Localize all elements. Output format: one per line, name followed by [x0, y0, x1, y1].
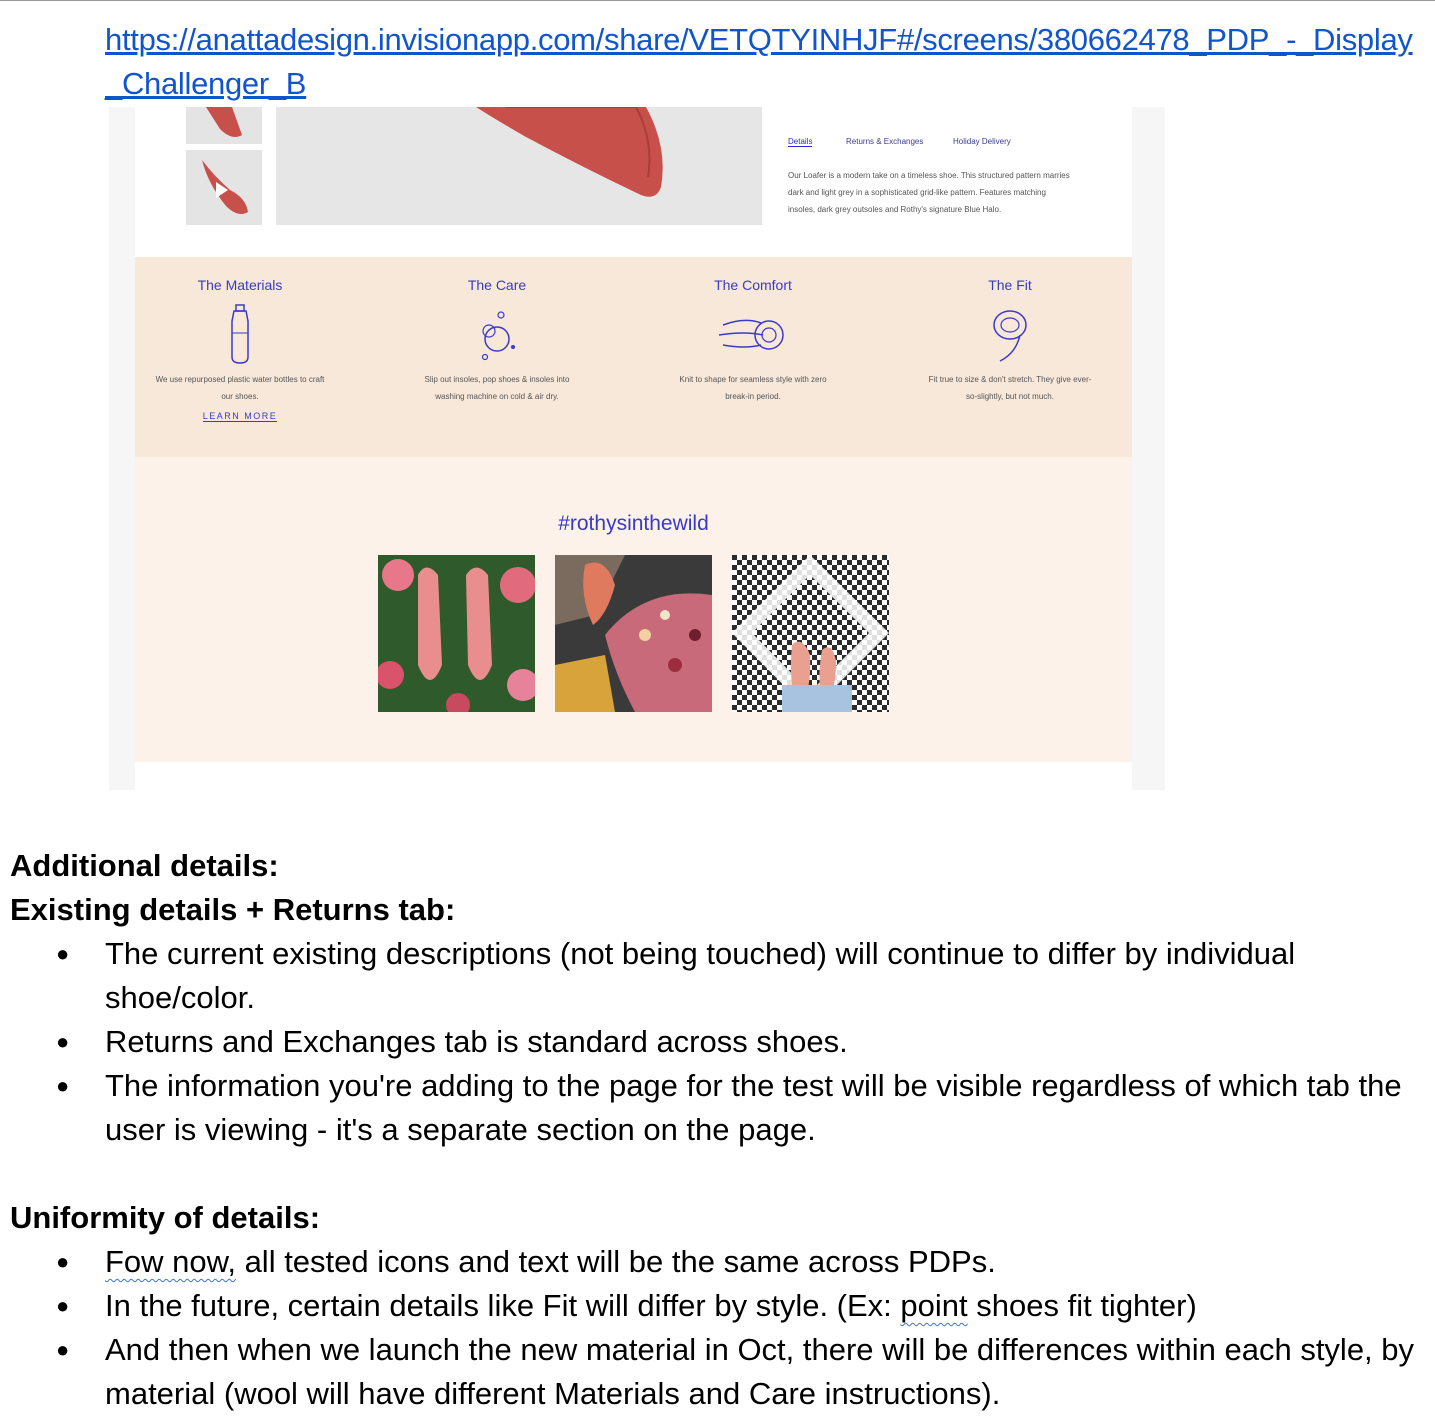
heading-existing-details: Existing details + Returns tab:	[10, 892, 456, 927]
list-item: ● The current existing descriptions (not being touched) will continue to differ by individual shoe/color.	[105, 932, 1420, 1020]
pdp-page	[135, 107, 1132, 790]
spacer	[10, 1152, 1420, 1196]
feature-comfort	[668, 277, 838, 405]
tab-details[interactable]: Details	[788, 137, 813, 146]
hashtag-heading: #rothysinthewild	[558, 512, 709, 535]
embedded-pdp-screenshot	[109, 107, 1165, 790]
list-text: all tested icons and text will be the same across PDPs.	[235, 1244, 996, 1279]
feature-care	[412, 277, 582, 405]
heading-uniformity: Uniformity of details:	[10, 1200, 321, 1235]
feature-title: The Comfort	[714, 277, 792, 293]
heading-additional-details: Additional details:	[10, 848, 279, 883]
list-text: shoes fit tighter)	[967, 1288, 1197, 1323]
ugc-photo-floral-skirt[interactable]	[555, 555, 712, 712]
invision-share-link[interactable]: https://anattadesign.invisionapp.com/share/VETQTYINHJF#/screens/380662478_PDP_-_Display_Challenger_B	[105, 22, 1413, 101]
measuring-tape-icon	[980, 303, 1040, 365]
feature-fit	[925, 277, 1095, 405]
document-body	[10, 844, 1420, 1416]
list-item	[105, 1284, 1420, 1328]
product-tabs	[788, 137, 1088, 151]
rothys-in-the-wild-section	[135, 457, 1132, 762]
water-bottle-icon	[220, 303, 260, 365]
ugc-photo-tile-floor[interactable]	[732, 555, 889, 712]
spelling-flag[interactable]: Fow now,	[105, 1244, 236, 1279]
existing-details-list	[10, 932, 1420, 1152]
spelling-flag[interactable]: point	[900, 1288, 968, 1323]
top-border	[0, 0, 1435, 1]
feature-text: Knit to shape for seamless style with zero break-in period.	[679, 375, 827, 401]
uniformity-list	[10, 1240, 1420, 1416]
product-thumbnail-video[interactable]	[186, 150, 262, 225]
comfort-wave-icon	[715, 303, 791, 365]
feature-title: The Care	[467, 277, 527, 293]
learn-more-link[interactable]: LEARN MORE	[202, 411, 278, 421]
feature-text: Slip out insoles, pop shoes & insoles into washing machine on cold & air dry.	[424, 375, 570, 401]
feature-text: Fit true to size & don't stretch. They give ever-so-slightly, but not much.	[928, 375, 1092, 401]
product-description: Our Loafer is a modern take on a timeless shoe. This structured pattern marries dark and light grey in a sophisticated grid-like pattern. Features matching insoles, dark grey outsoles and Rothy's signature Blue Halo.	[788, 171, 1070, 214]
tab-holiday-delivery[interactable]: Holiday Delivery	[953, 137, 1011, 146]
feature-materials	[155, 277, 325, 424]
tab-returns-exchanges[interactable]: Returns & Exchanges	[846, 137, 924, 146]
list-item: ● Returns and Exchanges tab is standard across shoes.	[105, 1020, 1420, 1064]
feature-title: The Materials	[197, 277, 283, 293]
feature-text: We use repurposed plastic water bottles to craft our shoes.	[155, 375, 325, 401]
list-item: ● And then when we launch the new material in Oct, there will be differences within each style, by material (wool will have different Materials and Care instructions).	[105, 1328, 1420, 1416]
bubbles-icon	[467, 303, 527, 365]
ugc-photo-tulips[interactable]	[378, 555, 535, 712]
product-hero-image[interactable]	[276, 107, 762, 225]
feature-title: The Fit	[988, 277, 1032, 293]
list-item	[105, 1240, 1420, 1284]
list-item: ● The information you're adding to the page for the test will be visible regardless of which tab the user is viewing - it's a separate section on the page.	[105, 1064, 1420, 1152]
list-text: In the future, certain details like Fit will differ by style. (Ex:	[105, 1288, 901, 1323]
product-thumbnail[interactable]	[186, 107, 262, 144]
features-section	[135, 257, 1132, 457]
